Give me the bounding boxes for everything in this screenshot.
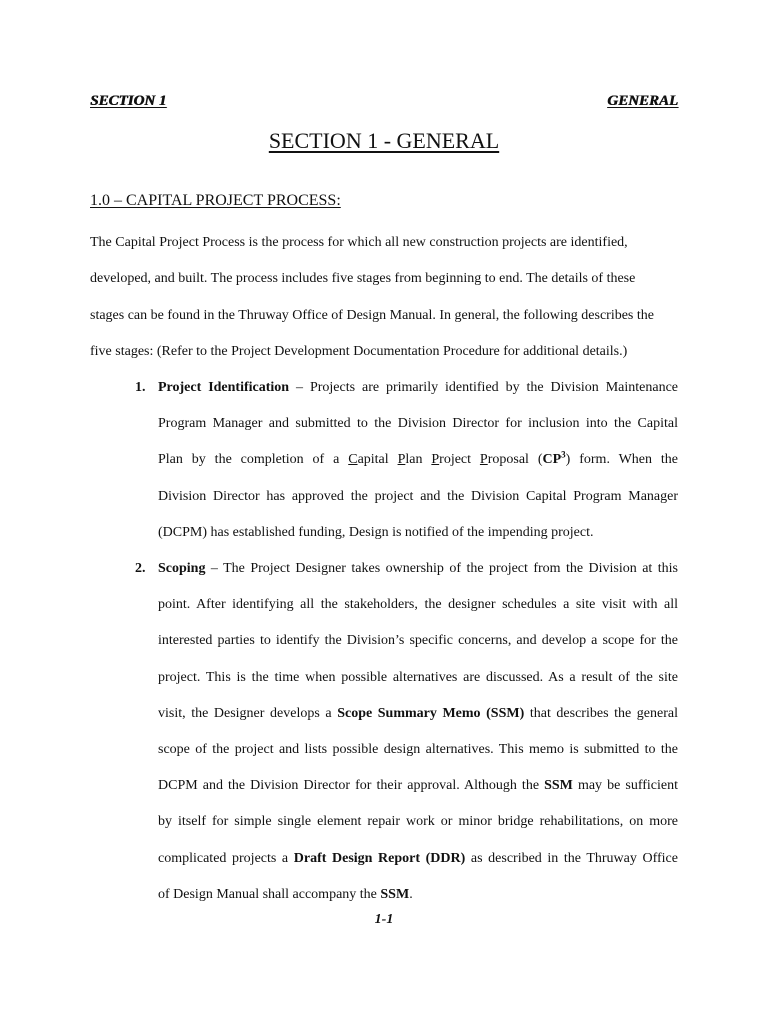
item-term: Scoping [158, 561, 206, 576]
item-line: complicated projects a Draft Design Report (DDR) as described in the Thruway Office [158, 850, 678, 866]
item-line: Project Identification – Projects are primarily identified by the Division Maintenance [158, 380, 678, 395]
item-line: visit, the Designer develops a Scope Summary Memo (SSM) that describes the general [158, 705, 678, 721]
page-number: 1-1 [374, 912, 394, 927]
page-title: SECTION 1 - GENERAL [268, 128, 500, 153]
item-line: DCPM and the Division Director for their approval. Although the SSM may be sufficient [158, 778, 678, 794]
section-heading: 1.0 – CAPITAL PROJECT PROCESS: [90, 192, 341, 209]
ssm-term: SSM [544, 778, 573, 794]
ssm-term: SSM [380, 886, 410, 902]
cp3-superscript: 3 [561, 449, 566, 460]
item-term: Project Identification [158, 380, 290, 395]
list-number: 1. [135, 380, 146, 395]
item-line: project. This is the time when possible alternatives are discussed. As a result of the site [158, 669, 678, 685]
item-line: point. After identifying all the stakeholders, the designer schedules a site visit with all [158, 597, 678, 613]
list-number: 2. [135, 561, 146, 576]
item-line: of Design Manual shall accompany the SSM. [158, 886, 413, 902]
intro-line: developed, and built. The process includes five stages from beginning to end. The details of these [90, 271, 636, 287]
intro-paragraph [90, 225, 678, 370]
item-line: (DCPM) has established funding, Design is notified of the impending project. [158, 524, 594, 540]
ssm-term: Scope Summary Memo (SSM) [337, 705, 525, 721]
intro-line: stages can be found in the Thruway Office of Design Manual. In general, the following describes the [90, 307, 654, 323]
item-line: Scoping – The Project Designer takes ownership of the project from the Division at this [158, 561, 678, 576]
item-line: Plan by the completion of a Capital Plan Project Proposal $(CP^3)$ form. When the [158, 449, 679, 468]
running-header-left: SECTION 1 [90, 93, 167, 109]
list-item-project-identification [135, 370, 678, 551]
ddr-term: Draft Design Report (DDR) [293, 850, 466, 866]
item-line: scope of the project and lists possible design alternatives. This memo is submitted to the [158, 742, 678, 758]
item-line: Division Director has approved the project and the Division Capital Program Manager [158, 488, 678, 504]
item-line: interested parties to identify the Division’s specific concerns, and develop a scope for the [158, 633, 678, 649]
list-item-scoping [135, 551, 678, 913]
running-header-right: GENERAL [607, 93, 678, 109]
item-line: Program Manager and submitted to the Division Director for inclusion into the Capital [158, 416, 678, 432]
item-line: by itself for simple single element repair work or minor bridge rehabilitations, on more [158, 814, 678, 830]
cp3-acronym: CP [542, 452, 562, 468]
intro-line: five stages: (Refer to the Project Development Documentation Procedure for additional details.) [90, 343, 628, 359]
intro-line: The Capital Project Process is the process for which all new construction projects are identified, [90, 235, 628, 250]
